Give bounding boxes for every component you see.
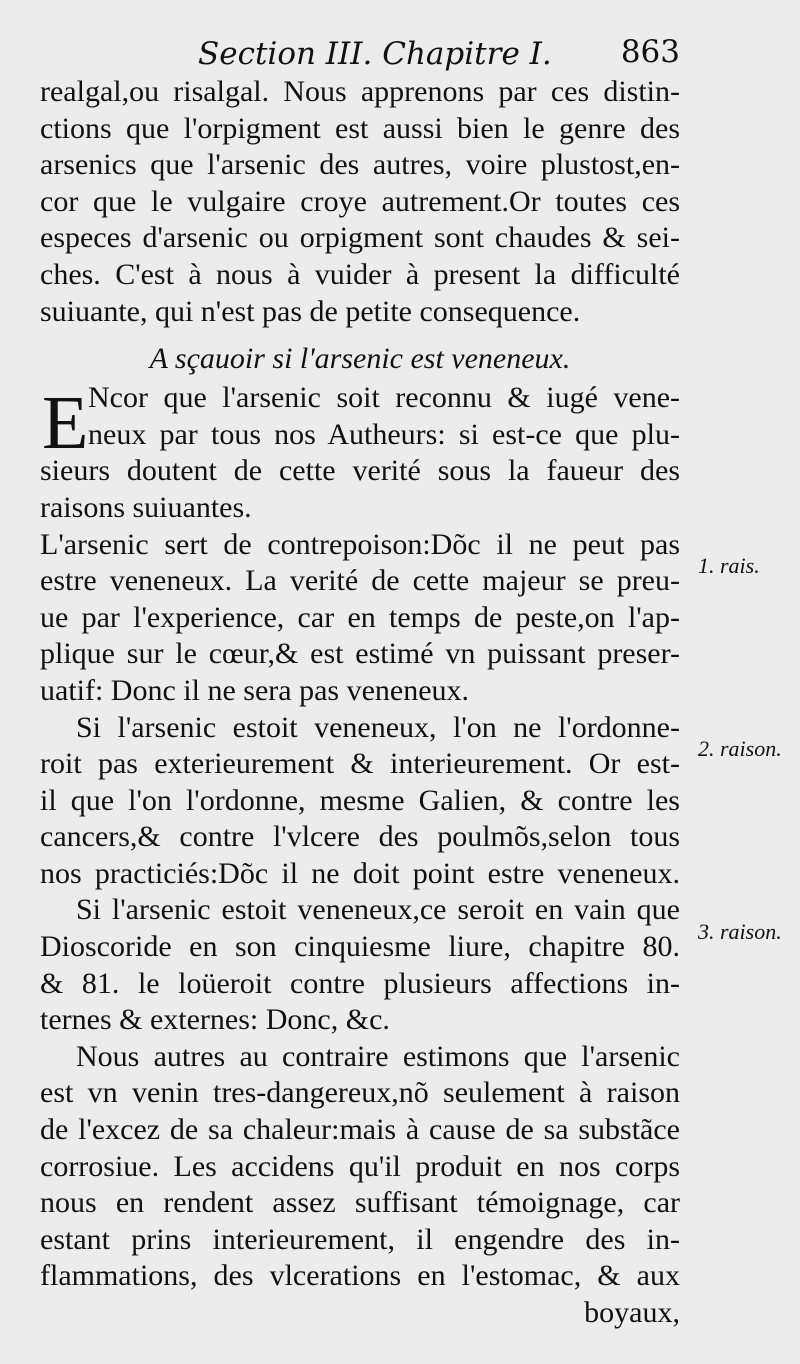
paragraph-conclusion — [40, 1039, 680, 1295]
section-heading: A sçauoir si l'arsenic est veneneux. — [149, 342, 571, 376]
text-line: & 81. le loüeroit contre plusieurs affections in- — [40, 966, 680, 1000]
text-line: cancers,& contre l'vlcere des poulmõs,selon tous — [40, 820, 680, 854]
paragraph-reason-1 — [40, 527, 680, 710]
page-header — [190, 28, 780, 78]
text-line: estre veneneux. La verité de cette majeur se preu- — [40, 564, 680, 598]
text-line: especes d'arsenic ou orpigment sont chaudes & sei- — [40, 221, 680, 255]
text-line: sieurs doutent de cette verité sous la faueur des — [40, 454, 680, 488]
text-line: raisons suiuantes. — [40, 490, 252, 524]
text-line: corrosiue. Les accidens qu'il produit en nos corps — [40, 1149, 680, 1183]
margin-note-reason-1: 1. rais. — [698, 553, 760, 578]
text-line: ctions que l'orpigment est aussi bien le genre des — [40, 111, 680, 145]
text-line: ternes & externes: Donc, &c. — [40, 1003, 390, 1037]
paragraph-reason-2 — [40, 710, 680, 893]
text-line: uatif: Donc il ne sera pas veneneux. — [40, 673, 470, 707]
text-line: cor que le vulgaire croye autrement.Or toutes ces — [40, 184, 680, 218]
text-line: roit pas exterieurement & interieurement. Or est- — [40, 747, 680, 781]
text-line: Si l'arsenic estoit veneneux,ce seroit en vain que — [76, 893, 680, 927]
margin-note-reason-3: 3. raison. — [698, 919, 782, 944]
text-line: ue par l'experience, car en temps de peste,on l'ap- — [40, 600, 680, 634]
text-line: flammations, des vlcerations en l'estomac, & aux — [40, 1259, 680, 1293]
catchword: boyaux, — [584, 1296, 680, 1329]
text-line: ches. C'est à nous à vuider à present la difficulté — [40, 257, 680, 291]
running-title: Section III. Chapitre I. — [198, 36, 552, 72]
text-line: il que l'on l'ordonne, mesme Galien, & contre les — [40, 783, 680, 817]
text-line: arsenics que l'arsenic des autres, voire plustost,en- — [40, 148, 680, 182]
paragraph-intro — [40, 74, 680, 330]
drop-cap: E — [42, 381, 89, 466]
paragraph-opening — [40, 380, 680, 526]
text-line: Dioscoride en son cinquiesme liure, chapitre 80. — [40, 930, 680, 964]
text-line: de l'excez de sa chaleur:mais à cause de sa substãce — [40, 1113, 680, 1147]
text-line: suiuante, qui n'est pas de petite consequence. — [40, 294, 581, 328]
paragraph-reason-3 — [40, 892, 680, 1038]
text-line: Si l'arsenic estoit veneneux, l'on ne l'ordonne- — [76, 710, 680, 744]
main-text — [40, 74, 680, 1332]
page-number: 863 — [620, 34, 680, 70]
text-line: estant prins interieurement, il engendre des in- — [40, 1222, 680, 1256]
text-line: neux par tous nos Autheurs: si est-ce que plu- — [88, 417, 680, 451]
text-line: realgal,ou risalgal. Nous apprenons par ces distin- — [40, 75, 680, 108]
margin-note-reason-2: 2. raison. — [698, 736, 782, 761]
text-line: Nous autres au contraire estimons que l'arsenic — [76, 1039, 680, 1073]
text-line: nous en rendent assez suffisant témoignage, car — [40, 1186, 680, 1220]
text-line: plique sur le cœur,& est estimé vn puissant preser- — [40, 637, 680, 671]
text-line: est vn venin tres-dangereux,nõ seulement à raison — [40, 1076, 680, 1110]
text-line: L'arsenic sert de contrepoison:Dõc il ne peut pas — [40, 527, 680, 561]
text-line: Ncor que l'arsenic soit reconnu & iugé vene- — [88, 381, 680, 415]
text-line: nos practiciés:Dõc il ne doit point estre veneneux. — [40, 856, 680, 890]
